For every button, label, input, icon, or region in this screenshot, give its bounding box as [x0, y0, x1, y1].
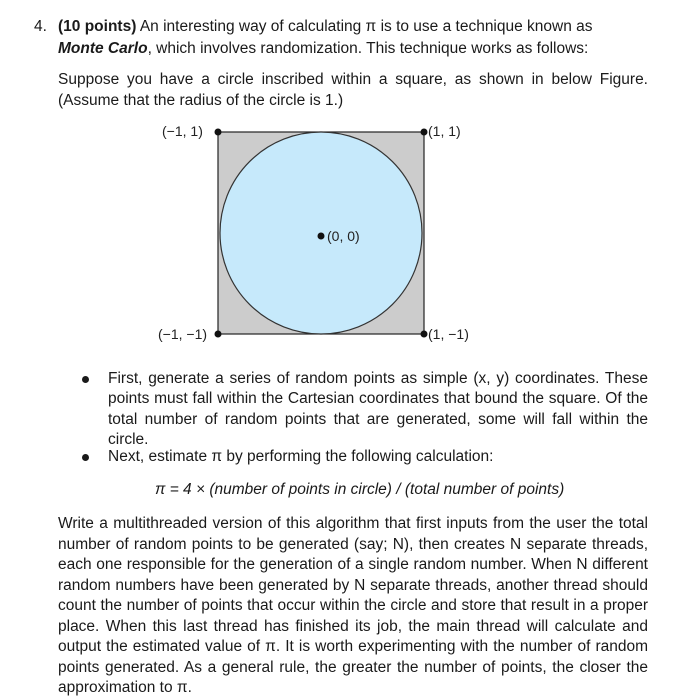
label-center: (0, 0) — [327, 228, 360, 244]
monte-carlo-figure — [150, 118, 510, 348]
question-line-2 — [58, 38, 658, 60]
label-bottom-left: (−1, −1) — [158, 326, 208, 342]
intro-paragraph: Suppose you have a circle inscribed within a square, as shown in below Figure. (Assume that the radius of the circle is 1.) — [58, 71, 648, 109]
bullet-item-1 — [82, 369, 648, 451]
question-line-1 — [58, 16, 658, 38]
bullet-text-2: Next, estimate π by performing the following calculation: — [108, 448, 494, 465]
question-line-2-text: , which involves randomization. This technique works as follows: — [147, 40, 589, 57]
bullet-item-2 — [82, 447, 648, 467]
corner-point-bottom-left — [215, 331, 222, 338]
method-name: Monte Carlo — [58, 40, 148, 57]
corner-point-top-right — [421, 129, 428, 136]
bullet-dot — [82, 376, 89, 383]
label-top-right: (1, 1) — [428, 123, 461, 139]
pi-formula: π = 4 × (number of points in circle) / (total number of points) — [155, 481, 565, 498]
task-paragraph: Write a multithreaded version of this algorithm that first inputs from the user the total number of random points to be generated (say; N), then creates N separate threads, each one responsible for the generation of a single random number. When N different random numbers have been generated by N separate threads, another thread should count the number of points that occur within the circle and store that result in a proper place. When this last thread has finished its job, the main thread will calculate and output the estimated value of π. It is worth experimenting with the number of random points generated. As a general rule, the greater the number of points, the closer the approximation to π. — [58, 515, 648, 696]
corner-point-bottom-right — [421, 331, 428, 338]
label-bottom-right: (1, −1) — [428, 326, 469, 342]
bullet-dot — [82, 454, 89, 461]
center-point — [318, 233, 325, 240]
corner-point-top-left — [215, 129, 222, 136]
question-line-1-text: An interesting way of calculating π is to use a technique known as — [139, 18, 593, 35]
question-points: (10 points) — [58, 18, 137, 35]
question-number: 4. — [34, 18, 47, 35]
bullet-text-1: First, generate a series of random points as simple (x, y) coordinates. These points must fall within the Cartesian coordinates that bound the square. Of the total number of random points that are generated, some will fall within the circle. — [108, 370, 648, 449]
label-top-left: (−1, 1) — [162, 123, 203, 139]
